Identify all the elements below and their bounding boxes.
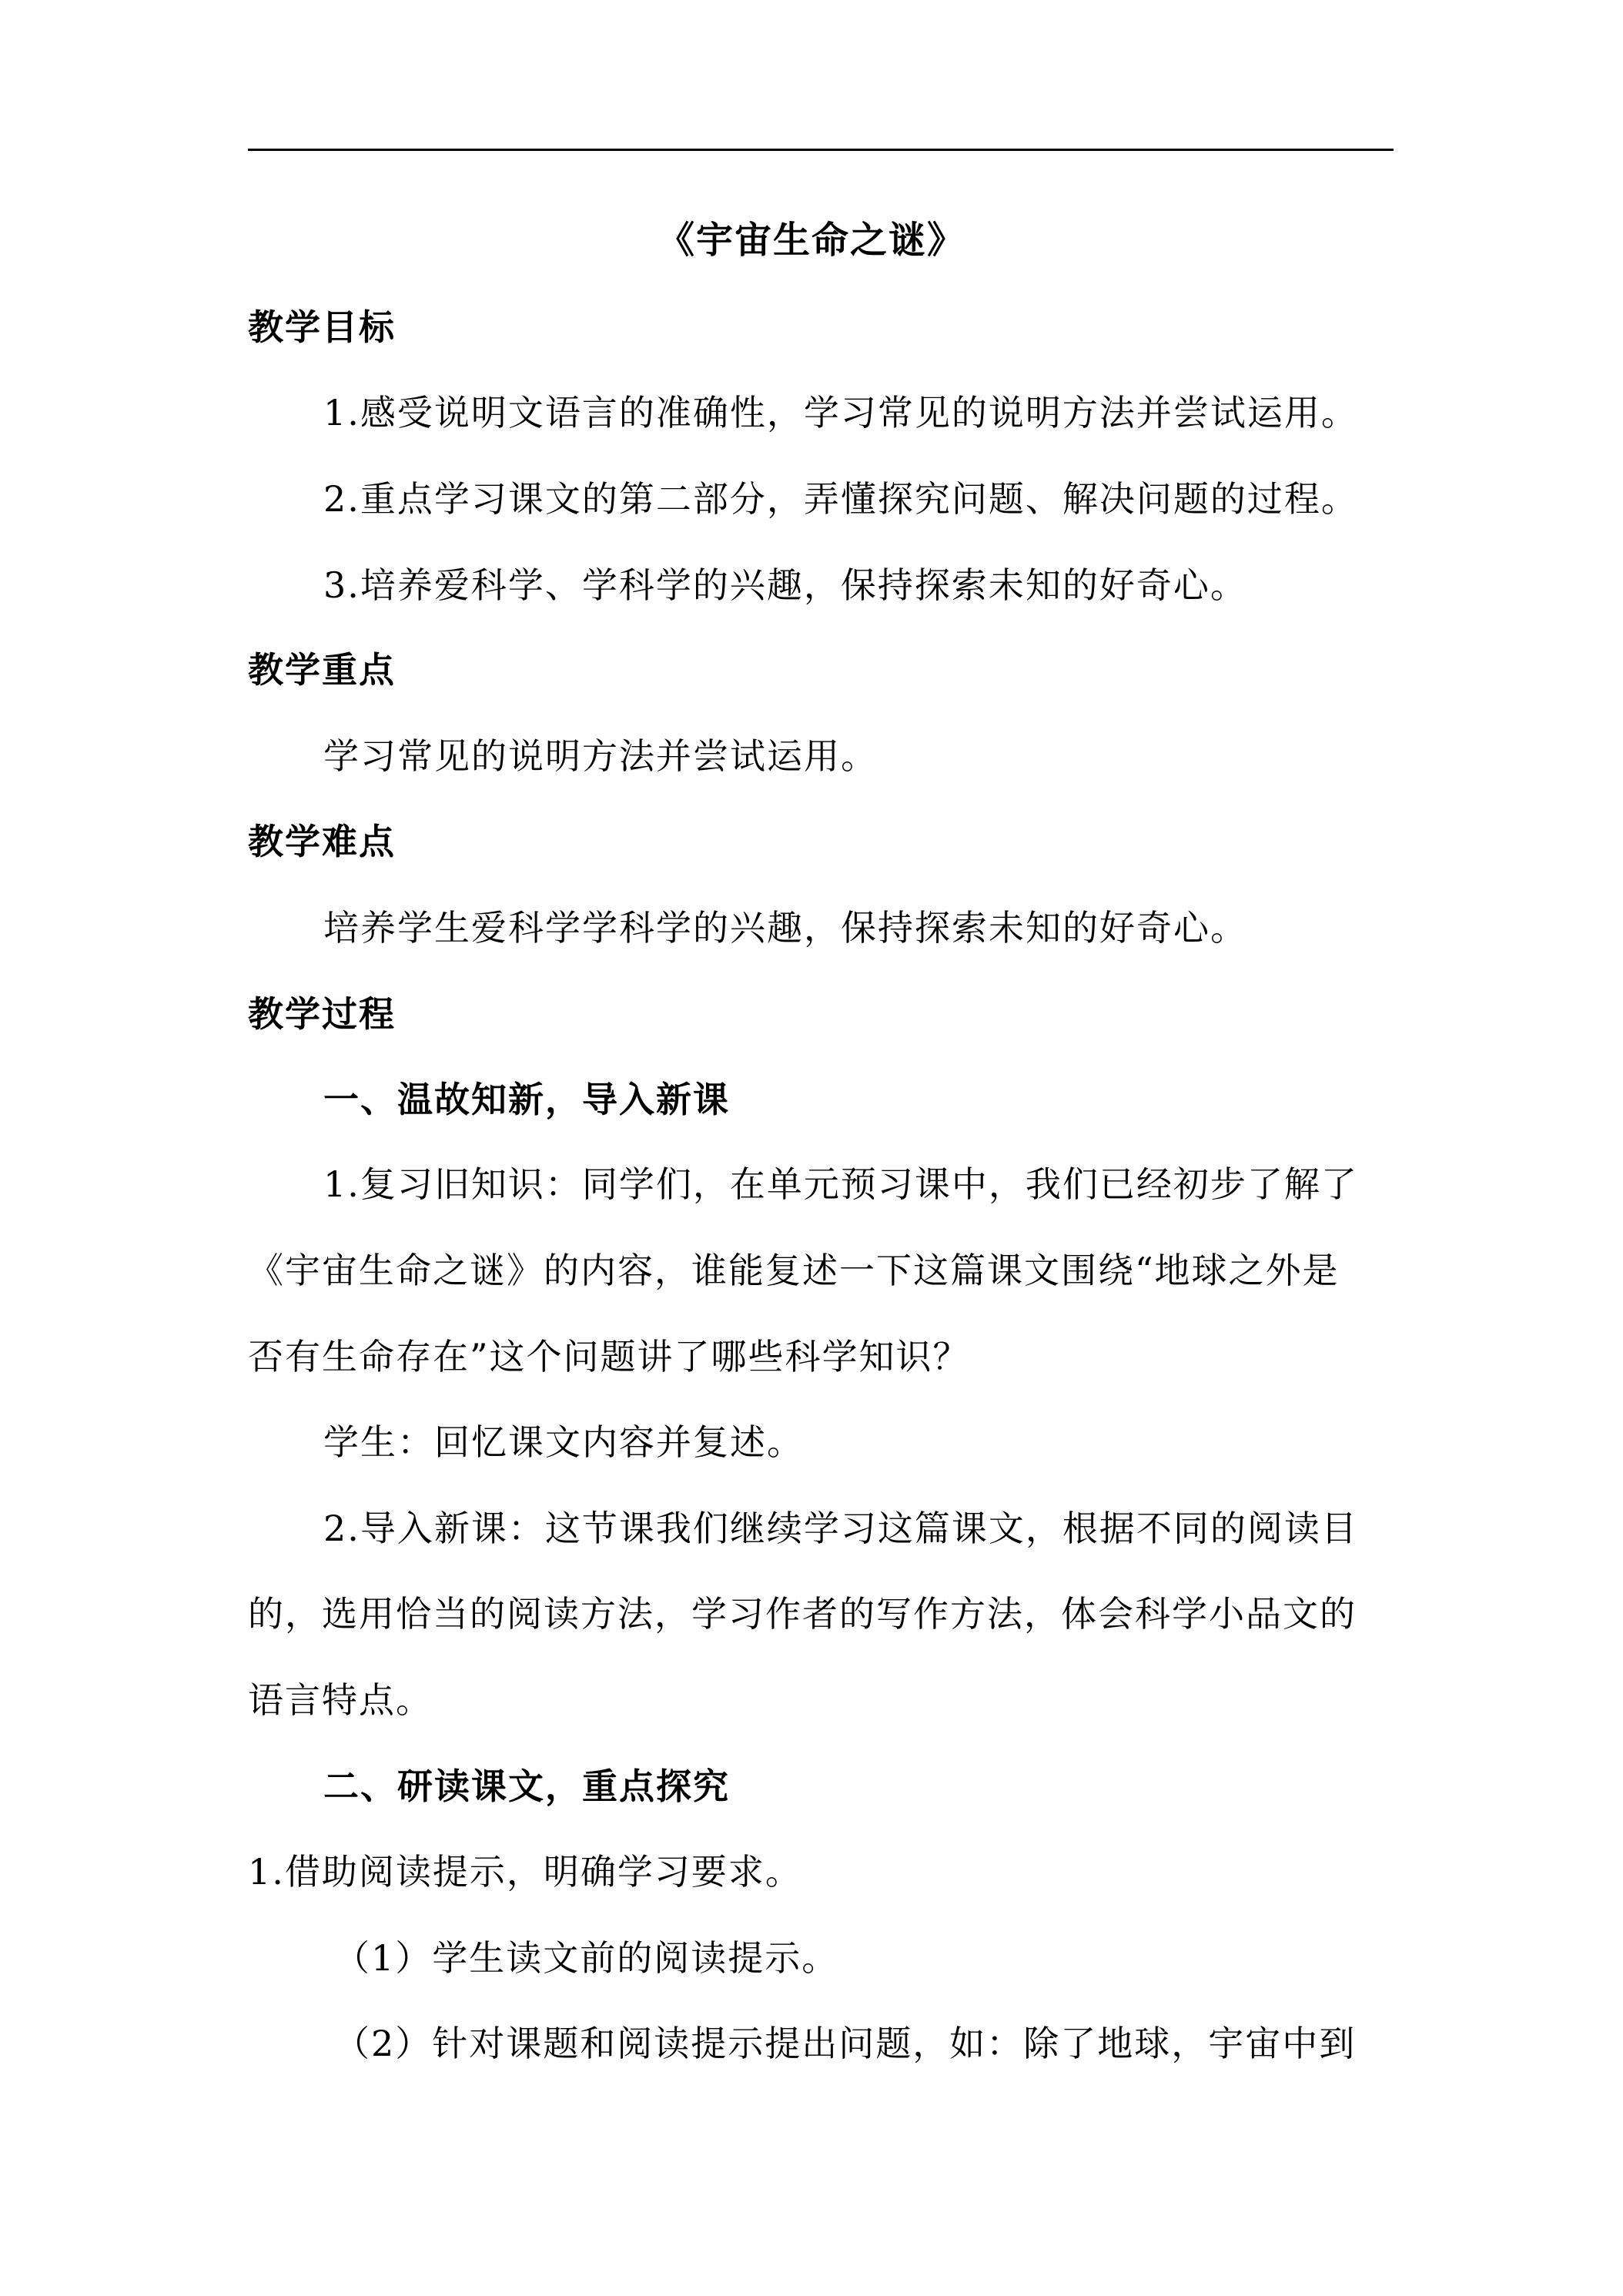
paragraph-2-line-2: 的，选用恰当的阅读方法，学习作者的写作方法，体会科学小品文的 [248, 1593, 1357, 1635]
paragraph-1-line-2: 《宇宙生命之谜》的内容，谁能复述一下这篇课文围绕“地球之外是 [248, 1250, 1340, 1291]
sub-item-1: （1）学生读文前的阅读提示。 [334, 1937, 839, 1979]
heading-difficulty: 教学难点 [248, 821, 396, 862]
paragraph-1-line-1: 1.复习旧知识：同学们，在单元预习课中，我们已经初步了解了 [323, 1163, 1358, 1205]
heading-keypoint: 教学重点 [248, 649, 396, 691]
document-title: 《宇宙生命之谜》 [657, 219, 965, 262]
section-1-heading: 一、温故知新，导入新课 [323, 1079, 730, 1120]
objective-1: 1.感受说明文语言的准确性，学习常见的说明方法并尝试运用。 [323, 392, 1358, 433]
paragraph-2-line-1: 2.导入新课：这节课我们继续学习这篇课文，根据不同的阅读目 [323, 1508, 1358, 1549]
item-1: 1.借助阅读提示，明确学习要求。 [248, 1851, 802, 1893]
heading-objectives: 教学目标 [248, 306, 396, 348]
objective-3: 3.培养爱科学、学科学的兴趣，保持探索未知的好奇心。 [323, 564, 1247, 606]
header-rule [248, 149, 1394, 151]
heading-process: 教学过程 [248, 993, 396, 1035]
section-2-heading: 二、研读课文，重点探究 [323, 1766, 730, 1807]
sub-item-2: （2）针对课题和阅读提示提出问题，如：除了地球，宇宙中到 [334, 2023, 1357, 2064]
keypoint-text: 学习常见的说明方法并尝试运用。 [323, 735, 878, 777]
paragraph-2-line-3: 语言特点。 [248, 1679, 433, 1721]
paragraph-1-line-3: 否有生命存在”这个问题讲了哪些科学知识？ [248, 1336, 970, 1377]
objective-2: 2.重点学习课文的第二部分，弄懂探究问题、解决问题的过程。 [323, 478, 1358, 520]
difficulty-text: 培养学生爱科学学科学的兴趣，保持探索未知的好奇心。 [323, 907, 1247, 949]
student-response: 学生：回忆课文内容并复述。 [323, 1421, 804, 1463]
